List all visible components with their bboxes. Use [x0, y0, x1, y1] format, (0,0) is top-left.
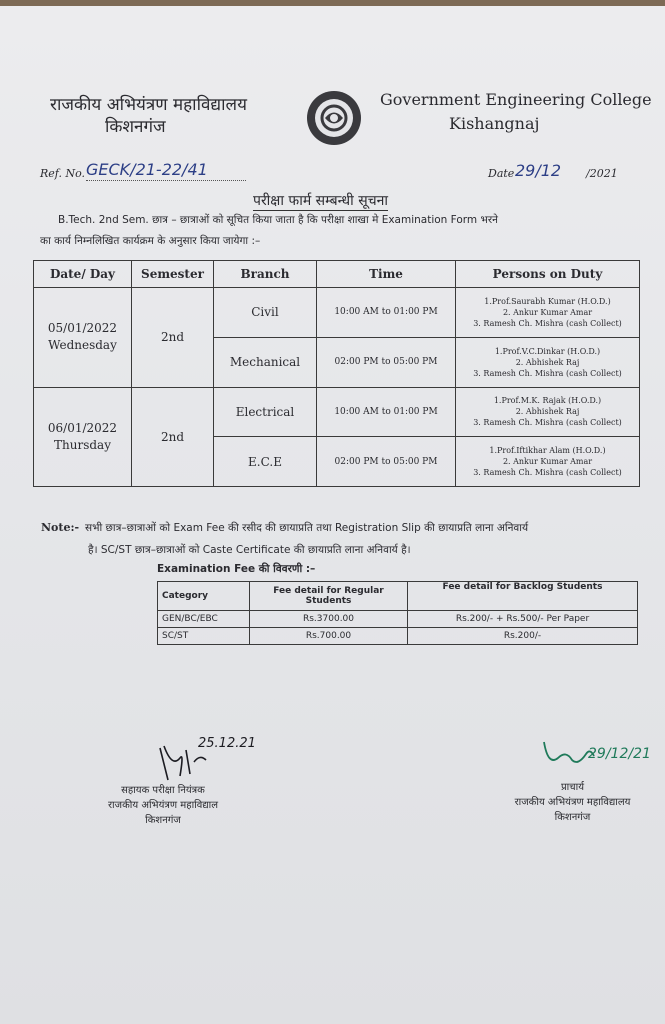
person-line: 2. Ankur Kumar Amar — [502, 457, 593, 467]
day-value: Thursday — [54, 437, 111, 452]
signatory-line: सहायक परीक्षा नियंत्रक — [121, 785, 205, 796]
col-header-time: Time — [317, 261, 456, 288]
ref-label: Ref. No. — [40, 167, 86, 180]
note-line-1: सभी छात्र–छात्राओं को Exam Fee की रसीद की छायाप्रति तथा Registration Slip की छायाप्रति लाना अनिवार्य — [85, 522, 529, 534]
person-line: 2. Abhishek Raj — [515, 407, 580, 417]
person-line: 3. Ramesh Ch. Mishra (cash Collect) — [473, 368, 622, 378]
col-header-branch: Branch — [214, 261, 317, 288]
time-cell: 02:00 PM to 05:00 PM — [317, 337, 456, 387]
person-line: 3. Ramesh Ch. Mishra (cash Collect) — [473, 418, 622, 428]
signatory-line: राजकीय अभियंत्रण महाविद्याल — [107, 800, 219, 811]
date-cell — [34, 387, 132, 487]
fee-category-cell: GEN/BC/EBC — [158, 610, 250, 627]
person-line: 2. Abhishek Raj — [515, 357, 580, 367]
signatory-line: किशनगंज — [554, 812, 591, 823]
person-line: 3. Ramesh Ch. Mishra (cash Collect) — [473, 468, 622, 478]
date-cell — [34, 288, 132, 388]
fee-category-cell: SC/ST — [158, 627, 250, 644]
person-line: 2. Ankur Kumar Amar — [502, 307, 593, 317]
table-row — [158, 610, 638, 627]
persons-cell — [456, 437, 640, 487]
college-seal-logo — [305, 89, 363, 147]
notice-title: परीक्षा फार्म सम्बन्धी सूचना — [253, 193, 388, 209]
fee-backlog-cell: Rs.200/- + Rs.500/- Per Paper — [408, 610, 638, 627]
note-line-2: है। SC/ST छात्र–छात्राओं को Caste Certificate की छायाप्रति लाना अनिवार्य है। — [88, 544, 411, 556]
time-cell: 10:00 AM to 01:00 PM — [317, 288, 456, 338]
intro-line-2: का कार्य निम्नलिखित कार्यक्रम के अनुसार किया जायेगा :– — [40, 235, 261, 247]
branch-cell: Civil — [214, 288, 317, 338]
schedule-table — [33, 260, 640, 487]
signatory-line: प्राचार्य — [560, 782, 585, 793]
college-name-hindi: राजकीय अभियंत्रण महाविद्यालय — [50, 95, 247, 115]
persons-cell — [456, 288, 640, 338]
table-row — [34, 387, 640, 437]
branch-cell: Electrical — [214, 387, 317, 437]
col-header-semester: Semester — [132, 261, 214, 288]
table-row — [34, 288, 640, 338]
left-signatory-block — [88, 783, 238, 828]
person-line: 1.Prof.Iftikhar Alam (H.O.D.) — [489, 446, 606, 456]
fee-regular-cell: Rs.700.00 — [250, 627, 408, 644]
left-signature-date: 25.12.21 — [198, 736, 256, 751]
date-value: 05/01/2022 — [47, 321, 118, 336]
semester-cell: 2nd — [132, 288, 214, 388]
document-page — [0, 6, 665, 1024]
person-line: 1.Prof.V.C.Dinkar (H.O.D.) — [494, 346, 601, 356]
fee-header-row — [158, 582, 638, 611]
time-cell: 10:00 AM to 01:00 PM — [317, 387, 456, 437]
fee-backlog-cell: Rs.200/- — [408, 627, 638, 644]
intro-line-1: B.Tech. 2nd Sem. छात्र – छात्राओं को सूचित किया जाता है कि परीक्षा शाखा मे Examination Form भरने — [58, 214, 498, 226]
persons-cell — [456, 337, 640, 387]
fee-table — [157, 581, 638, 645]
signatory-line: राजकीय अभियंत्रण महाविद्यालय — [514, 797, 631, 808]
time-cell: 02:00 PM to 05:00 PM — [317, 437, 456, 487]
date-value: 06/01/2022 — [47, 420, 118, 435]
person-line: 1.Prof.M.K. Rajak (H.O.D.) — [493, 396, 602, 406]
college-name-english: Government Engineering College — [380, 90, 652, 109]
semester-cell: 2nd — [132, 387, 214, 487]
day-value: Wednesday — [48, 338, 117, 353]
persons-cell — [456, 387, 640, 437]
college-city-english: Kishangnaj — [449, 114, 540, 133]
signatory-line: किशनगंज — [145, 815, 181, 826]
branch-cell: E.C.E — [214, 437, 317, 487]
person-line: 1.Prof.Saurabh Kumar (H.O.D.) — [484, 296, 611, 306]
right-signatory-block — [495, 780, 650, 825]
person-line: 3. Ramesh Ch. Mishra (cash Collect) — [473, 318, 622, 328]
date-label: Date — [488, 167, 515, 180]
schedule-header-row — [34, 261, 640, 288]
college-city-hindi: किशनगंज — [105, 117, 166, 137]
fee-col-backlog: Fee detail for Backlog Students — [408, 582, 638, 611]
right-signature-date: 29/12/21 — [588, 746, 651, 762]
note-label: Note:- — [41, 521, 80, 534]
branch-cell: Mechanical — [214, 337, 317, 387]
ref-dotted-line — [86, 180, 246, 181]
fee-regular-cell: Rs.3700.00 — [250, 610, 408, 627]
date-handwritten: 29/12 — [515, 161, 562, 180]
col-header-date: Date/ Day — [34, 261, 132, 288]
date-year: /2021 — [586, 167, 618, 180]
fee-caption: Examination Fee की विवरणी :– — [157, 563, 316, 575]
ref-number-handwritten: GECK/21-22/41 — [86, 160, 208, 179]
col-header-persons: Persons on Duty — [456, 261, 640, 288]
fee-col-category: Category — [158, 582, 250, 611]
table-row — [158, 627, 638, 644]
fee-col-regular: Fee detail for Regular Students — [250, 582, 408, 611]
